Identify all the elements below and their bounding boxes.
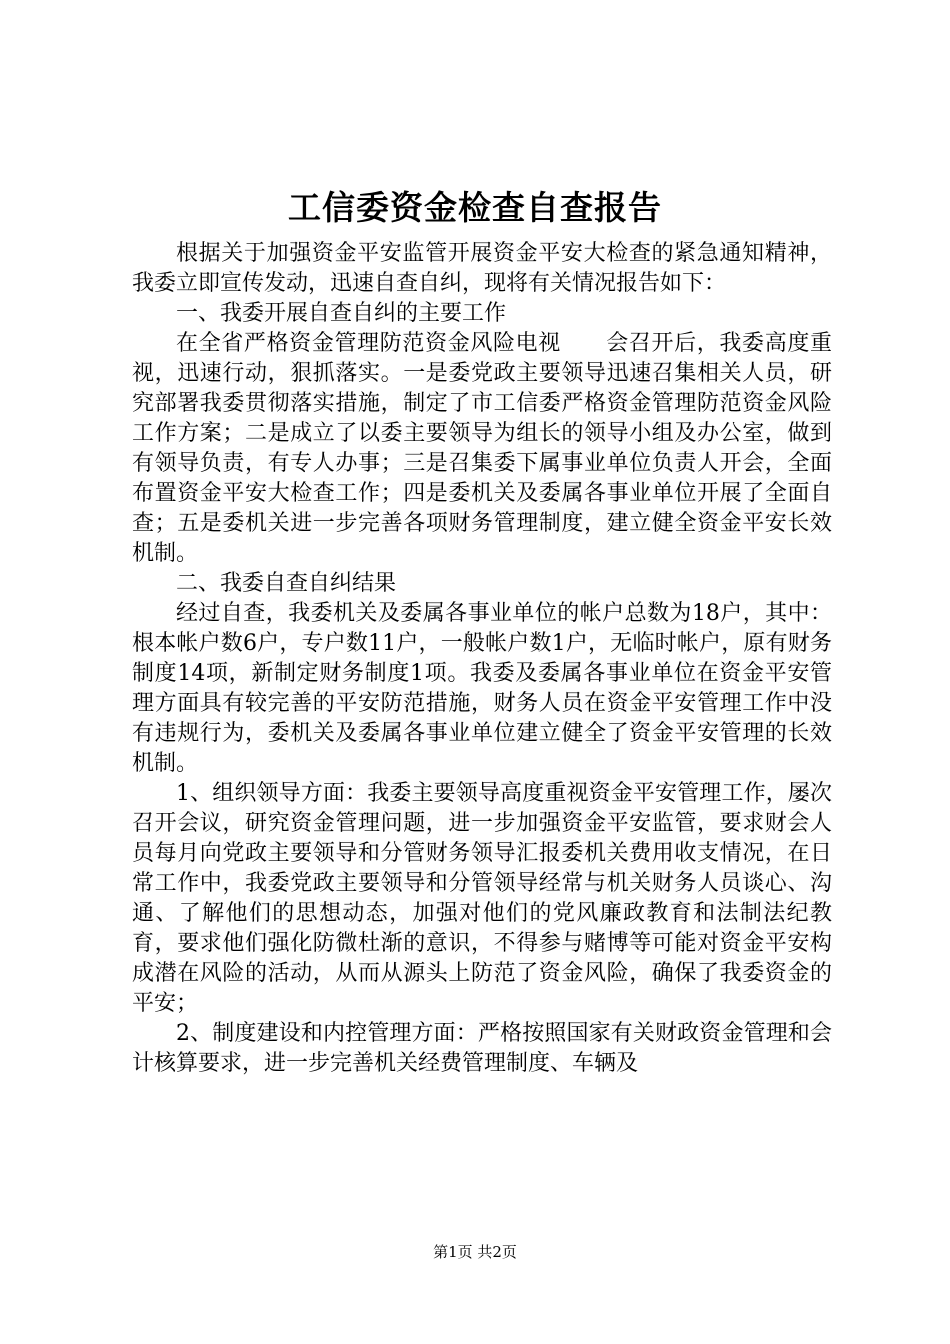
document-body bbox=[132, 239, 832, 1079]
item-1-paragraph: 1、组织领导方面：我委主要领导高度重视资金平安管理工作，屡次召开会议，研究资金管理问题，进一步加强资金平安监管，要求财会人员每月向党政主要领导和分管财务领导汇报委机关费用收支情况，在日常工作中，我委党政主要领导和分管领导经常与机关财务人员谈心、沟通、了解他们的思想动态，加强对他们的党风廉政教育和法制法纪教育，要求他们强化防微杜渐的意识，不得参与赌博等可能对资金平安构成潜在风险的活动，从而从源头上防范了资金风险，确保了我委资金的平安； bbox=[132, 781, 832, 1016]
section-1-paragraph: 在全省严格资金管理防范资金风险电视 会召开后，我委高度重视，迅速行动，狠抓落实。一是委党政主要领导迅速召集相关人员，研究部署我委贯彻落实措施，制定了市工信委严格资金管理防范资金风险工作方案；二是成立了以委主要领导为组长的领导小组及办公室，做到有领导负责，有专人办事；三是召集委下属事业单位负责人开会，全面布置资金平安大检查工作；四是委机关及委属各事业单位开展了全面自查；五是委机关进一步完善各项财务管理制度，建立健全资金平安长效机制。 bbox=[132, 331, 832, 566]
section-2-paragraph: 经过自查，我委机关及委属各事业单位的帐户总数为18户，其中：根本帐户数6户，专户数11户，一般帐户数1户，无临时帐户，原有财务制度14项，新制定财务制度1项。我委及委属各事业单位在资金平安管理方面具有较完善的平安防范措施，财务人员在资金平安管理工作中没有违规行为，委机关及委属各事业单位建立健全了资金平安管理的长效机制。 bbox=[132, 601, 832, 776]
section-heading-1: 一、我委开展自查自纠的主要工作 bbox=[176, 301, 507, 326]
section-heading-2: 二、我委自查自纠结果 bbox=[176, 571, 397, 596]
page-footer: 第1页 共2页 bbox=[433, 1243, 517, 1261]
item-2-paragraph: 2、制度建设和内控管理方面：严格按照国家有关财政资金管理和会计核算要求，进一步完善机关经费管理制度、车辆及 bbox=[132, 1021, 832, 1076]
intro-paragraph: 根据关于加强资金平安监管开展资金平安大检查的紧急通知精神，我委立即宣传发动，迅速自查自纠，现将有关情况报告如下： bbox=[132, 241, 832, 296]
document-title: 工信委资金检查自查报告 bbox=[288, 188, 662, 227]
